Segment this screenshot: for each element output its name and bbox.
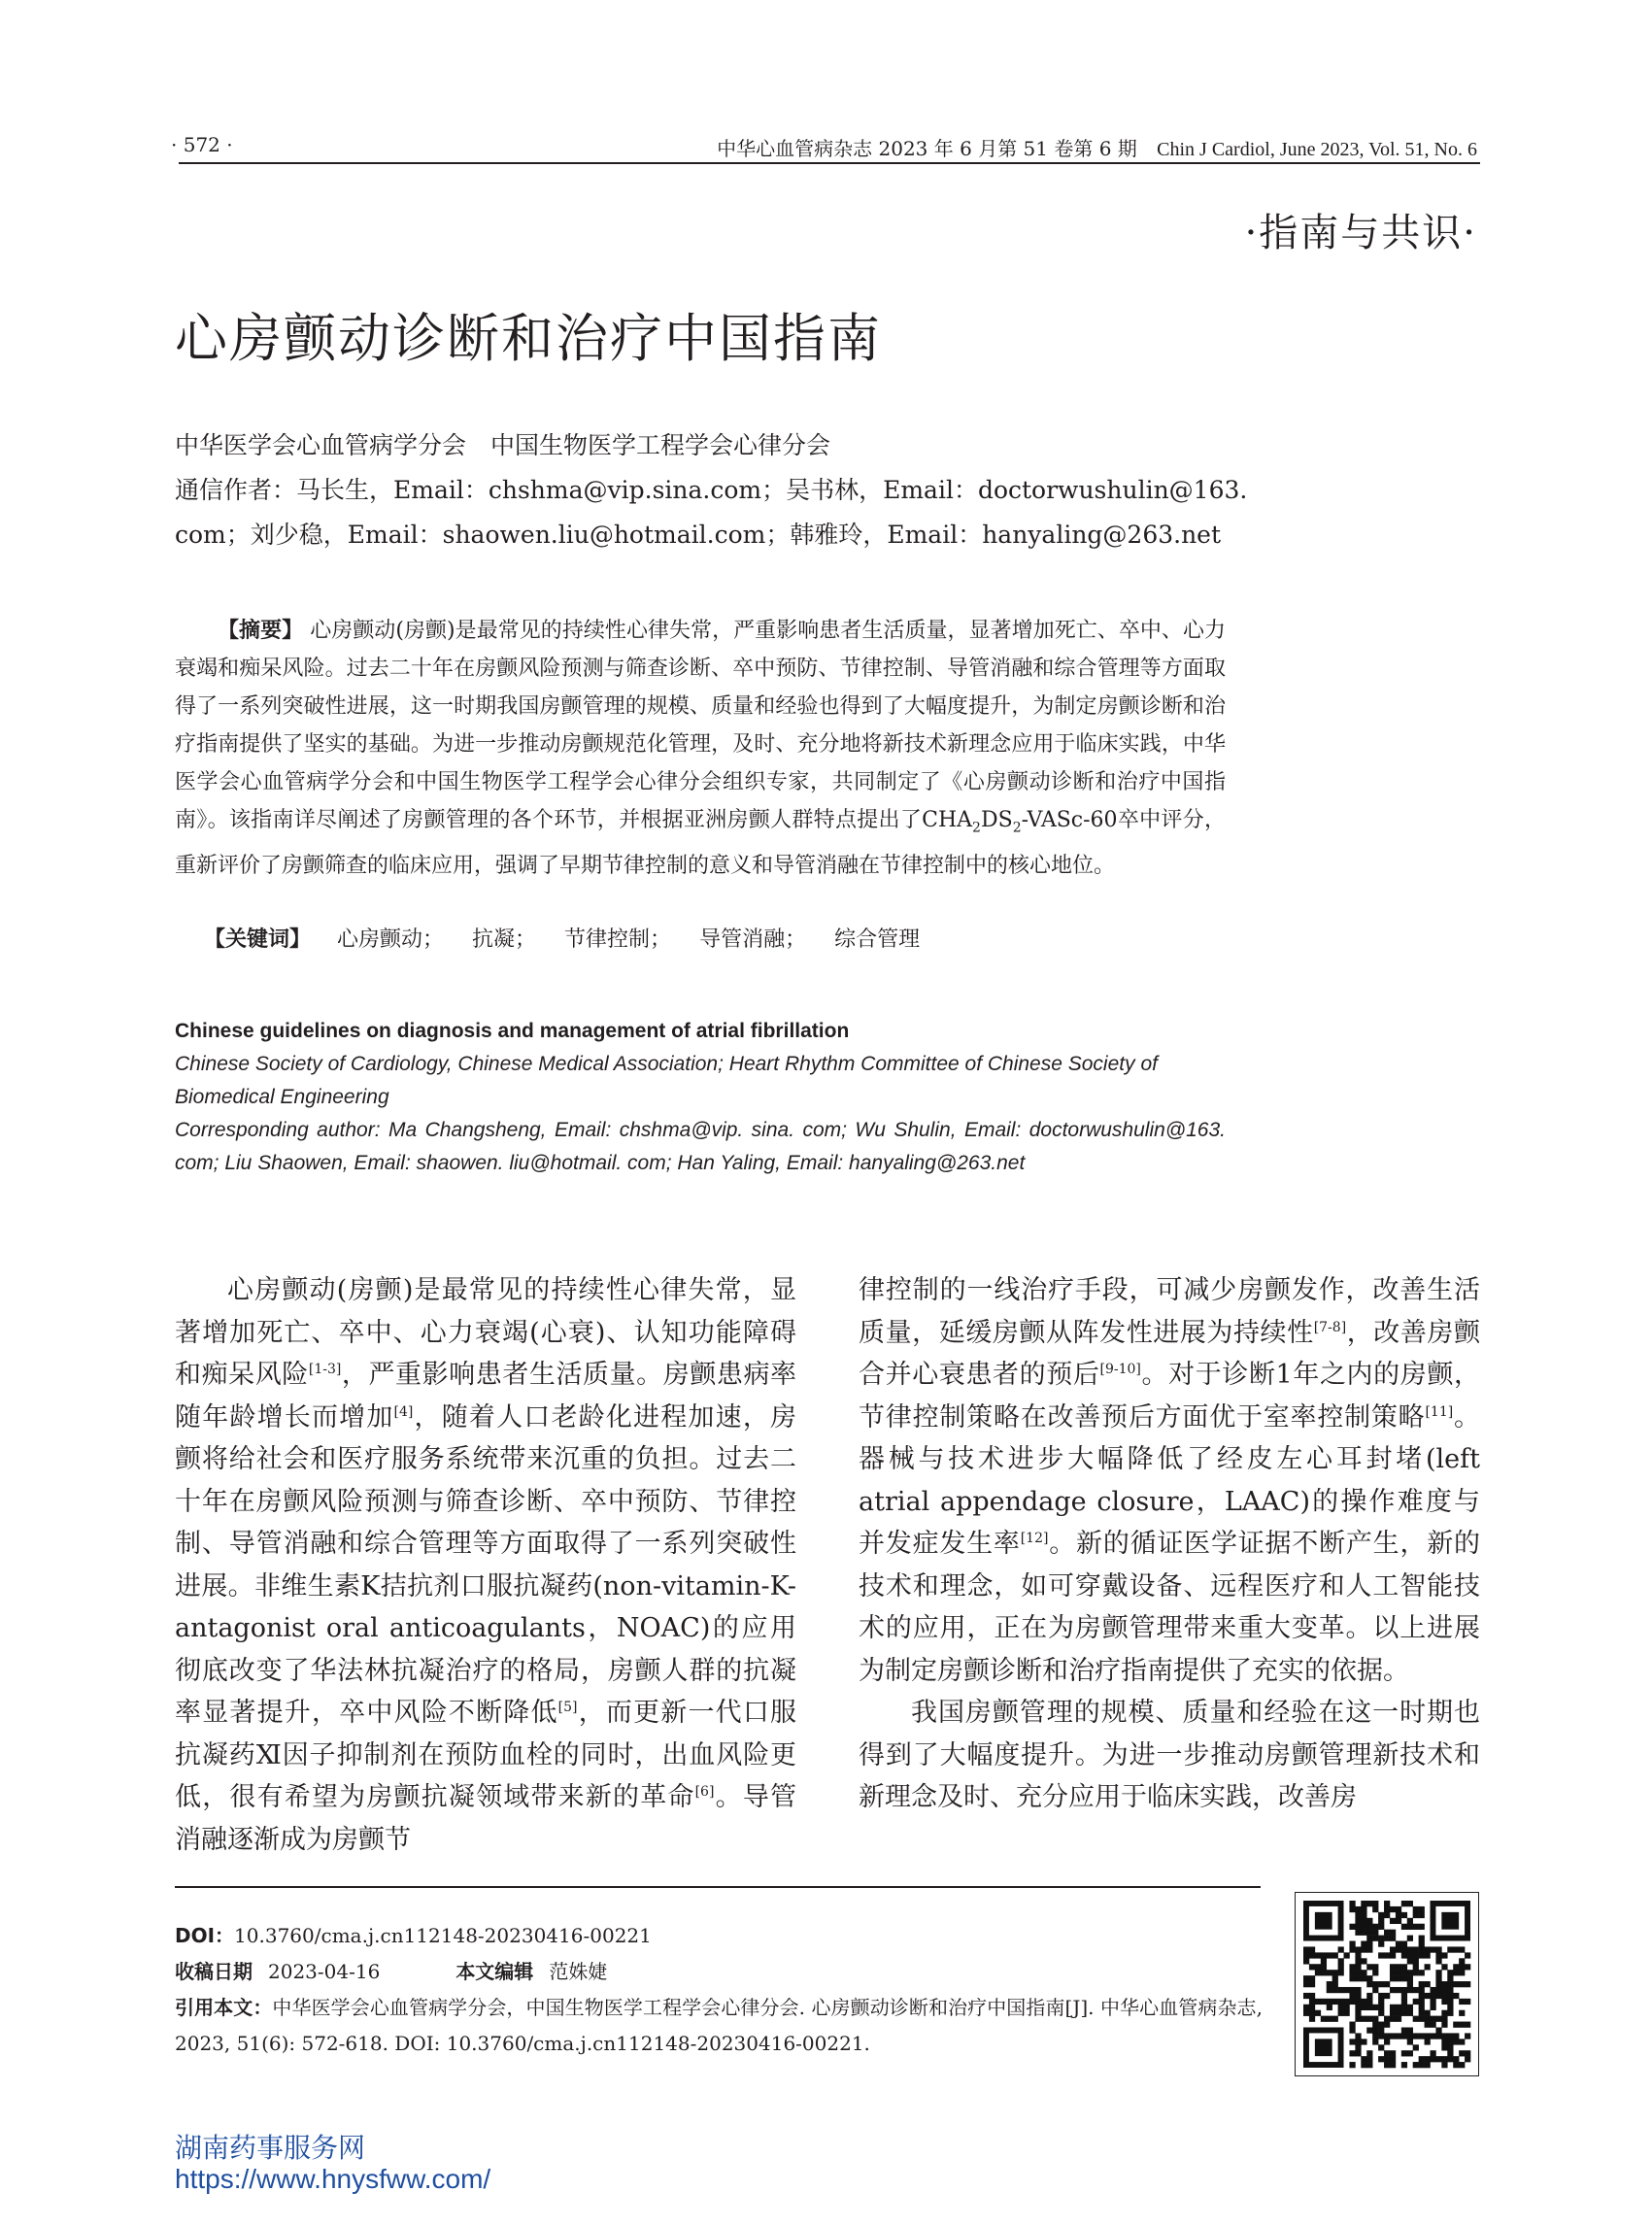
body-text: 。新的循证医学证据不断产生，新的技术和理念，如可穿戴设备、远程医疗和人工智能技术的应用，正在为房颤管理带来重大变革。以上进展为制定房颤诊断和治疗指南提供了充实的依据。	[859, 1529, 1481, 1686]
received-date: 2023-04-16	[268, 1960, 381, 1983]
footnotes	[175, 1918, 1263, 2062]
body-text: 律控制的一线治疗手段，可减少房颤发作，改善生活质量，延缓房颤从阵发性进展为持续性	[859, 1275, 1480, 1348]
body-text: 心房颤动(房颤)是最常见的持续性心律失常，显著增加死亡、卒中、心力衰竭(心衰)、认知功能障碍和痴呆风险	[175, 1275, 796, 1390]
citation: [11]	[1425, 1403, 1454, 1420]
author-block	[175, 423, 1248, 557]
article-title: 心房颤动诊断和治疗中国指南	[175, 308, 882, 369]
body-column-left	[175, 1269, 796, 1861]
abstract-sub-1: 2	[972, 820, 981, 836]
body-paragraph	[859, 1269, 1480, 1692]
abstract-cn	[175, 612, 1226, 885]
journal-name-en: Chin J Cardiol, June 2023, Vol. 51, No. 6	[1157, 139, 1477, 160]
keyword-item: 节律控制；	[564, 927, 672, 952]
keywords	[204, 923, 941, 953]
keyword-item: 导管消融；	[699, 927, 807, 952]
running-header	[717, 133, 1477, 161]
received-line	[175, 1954, 1263, 1990]
body-text: ，而更新一代口服抗凝药Ⅺ因子抑制剂在预防血栓的同时，出血风险更低，很有希望为房颤抗凝领域带来新的革命	[175, 1698, 797, 1812]
body-text: ，严重影响患者生活质量。房颤患病率随年龄增长而增加	[175, 1360, 797, 1433]
english-abstract-header	[175, 1015, 1226, 1180]
keyword-item: 心房颤动；	[337, 927, 445, 952]
editor-name: 范姝婕	[549, 1960, 608, 1983]
citation-line	[175, 1990, 1263, 2062]
keywords-label: 【关键词】	[204, 927, 312, 952]
citation: [5]	[557, 1700, 578, 1715]
body-text: 。导管消融逐渐成为房颤节	[175, 1782, 797, 1855]
journal-name-cn: 中华心血管病杂志 2023 年 6 月第 51 卷第 6 期	[717, 137, 1137, 160]
citation: [1-3]	[308, 1362, 342, 1377]
english-authors: Chinese Society of Cardiology, Chinese Medical Association; Heart Rhythm Committee of Chinese Society of Biomedical Engineering	[175, 1053, 1158, 1108]
citation: [7-8]	[1313, 1319, 1347, 1335]
abstract-text-b: DS	[980, 808, 1013, 832]
body-column-right	[859, 1269, 1480, 1819]
english-title: Chinese guidelines on diagnosis and management of atrial fibrillation	[175, 1020, 850, 1042]
author-organizations: 中华医学会心血管病学分会 中国生物医学工程学会心律分会	[175, 431, 831, 459]
keyword-item: 抗凝；	[472, 927, 537, 952]
body-text: ，随着人口老龄化进程加速，房颤将给社会和医疗服务系统带来沉重的负担。过去二十年在房颤风险预测与筛查诊断、卒中预防、节律控制、导管消融和综合管理等方面取得了一系列突破性进展。非维生素K拮抗剂口服抗凝药(non-vitamin-K-antagonist oral anticoagulants，NOAC)的应用彻底改变了华法林抗凝治疗的格局，房颤人群的抗凝率显著提升，卒中风险不断降低	[175, 1401, 797, 1728]
qr-code-icon	[1296, 1893, 1478, 2075]
received-label: 收稿日期	[175, 1960, 253, 1983]
doi-link[interactable]: 10.3760/cma.j.cn112148-20230416-00221	[234, 1924, 652, 1947]
section-label: ·指南与共识·	[1244, 211, 1477, 255]
watermark-site-name: 湖南药事服务网	[175, 2132, 366, 2164]
cite-label: 引用本文：	[175, 1996, 273, 2019]
body-paragraph	[175, 1269, 796, 1861]
abstract-sub-2: 2	[1012, 820, 1022, 836]
page-number: · 572 ·	[171, 133, 233, 156]
corresponding-authors-line-2: com；刘少稳，Email：shaowen.liu@hotmail.com；韩雅玲，Email：hanyaling@263.net	[175, 521, 1222, 549]
header-rule	[179, 162, 1480, 164]
abstract-text-a: 心房颤动(房颤)是最常见的持续性心律失常，严重影响患者生活质量，显著增加死亡、卒中、心力衰竭和痴呆风险。过去二十年在房颤风险预测与筛查诊断、卒中预防、节律控制、导管消融和综合管理等方面取得了一系列突破性进展，这一时期我国房颤管理的规模、质量和经验也得到了大幅度提升，为制定房颤诊断和治疗指南提供了坚实的基础。为进一步推动房颤规范化管理，及时、充分地将新技术新理念应用于临床实践，中华医学会心血管病学分会和中国生物医学工程学会心律分会组织专家，共同制定了《心房颤动诊断和治疗中国指南》。该指南详尽阐述了房颤管理的各个环节，并根据亚洲房颤人群特点提出了CHA	[175, 619, 1226, 832]
qr-code[interactable]	[1295, 1892, 1479, 2076]
doi-label: DOI：	[175, 1924, 235, 1947]
citation: [4]	[393, 1403, 414, 1420]
corresponding-authors-line-1: 通信作者：马长生，Email：chshma@vip.sina.com；吴书林，Email：doctorwushulin@163.	[175, 476, 1248, 504]
abstract-label: 【摘要】	[218, 618, 304, 643]
body-text: 。对于诊断1年之内的房颤，节律控制策略在改善预后方面优于室率控制策略	[859, 1360, 1480, 1433]
body-paragraph: 我国房颤管理的规模、质量和经验在这一时期也得到了大幅度提升。为进一步推动房颤管理新技术和新理念及时、充分应用于临床实践，改善房	[859, 1698, 1480, 1812]
doi-line	[175, 1918, 1263, 1954]
citation: [6]	[694, 1784, 715, 1800]
citation: [12]	[1020, 1531, 1049, 1546]
footnote-rule	[175, 1886, 1261, 1888]
abstract-text-c: -VASc-60卒中评分，重新评价了房颤筛查的临床应用，强调了早期节律控制的意义和导管消融在节律控制中的核心地位。	[175, 808, 1226, 879]
citation: [9-10]	[1099, 1362, 1141, 1377]
body-text: 。器械与技术进步大幅降低了经皮左心耳封堵(left atrial appendage closure，LAAC)的操作难度与并发症发生率	[859, 1401, 1481, 1559]
cite-text: 中华医学会心血管病学分会，中国生物医学工程学会心律分会. 心房颤动诊断和治疗中国指南[J]. 中华心血管病杂志, 2023, 51(6): 572-618. DOI: 10.3760/cma.j.cn112148-20230416-00221.	[175, 1996, 1263, 2055]
keyword-item: 综合管理	[834, 927, 921, 952]
editor-label: 本文编辑	[455, 1960, 534, 1983]
english-corresponding: Corresponding author: Ma Changsheng, Email: chshma@vip. sina. com; Wu Shulin, Email: doctorwushulin@163. com; Liu Shaowen, Email: shaowen. liu@hotmail. com; Han Yaling, Email: hanyaling@263.net	[175, 1119, 1226, 1174]
body-text: ，改善房颤合并心衰患者的预后	[859, 1317, 1481, 1390]
watermark-url[interactable]: https://www.hnysfww.com/	[175, 2164, 491, 2194]
